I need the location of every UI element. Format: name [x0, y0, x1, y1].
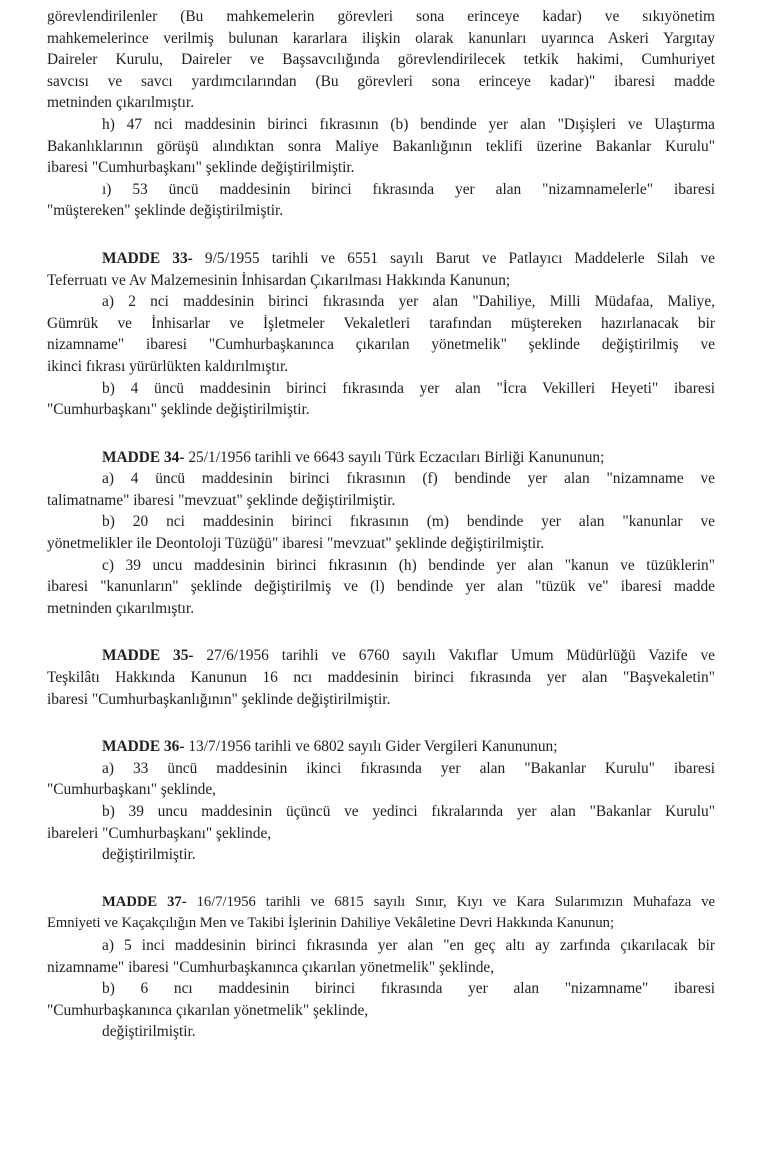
text-line: [47, 736, 715, 758]
text-line: ibaresi "kanunların" şeklinde değiştirilmiş ve (l) bendinde yer alan "tüzük ve" ibaresi madde: [47, 578, 715, 596]
text-line: değiştirilmiştir.: [102, 846, 196, 864]
text-line: a) 5 inci maddesinin birinci fıkrasında yer alan "en geç altı ay zarfında çıkarılacak bir: [102, 936, 715, 954]
text-line: Gümrük ve İnhisarlar ve İşletmeler Vekaletleri tarafından müştereken hazırlanacak bir: [47, 314, 715, 332]
text-line: yönetmelikler ile Deontoloji Tüzüğü" ibaresi "mevzuat" şeklinde değiştirilmiştir.: [47, 535, 545, 553]
text-line: Emniyeti ve Kaçakçılığın Men ve Takibi İşlerinin Dahiliye Vekâletine Devri Hakkında Kanunun;: [47, 915, 615, 932]
madde-heading: MADDE 35-: [102, 647, 194, 665]
madde-text: 25/1/1956 tarihli ve 6643 sayılı Türk Eczacıları Birliği Kanununun;: [184, 448, 605, 466]
text-line: "Cumhurbaşkanı" şeklinde değiştirilmiştir.: [47, 401, 310, 419]
madde-35: [47, 645, 715, 710]
text-line: a) 33 üncü maddesinin ikinci fıkrasında yer alan "Bakanlar Kurulu" ibaresi: [102, 759, 715, 777]
text-line: "müştereken" şeklinde değiştirilmiştir.: [47, 202, 284, 220]
text-line: b) 4 üncü maddesinin birinci fıkrasında yer alan "İcra Vekilleri Heyeti" ibaresi: [102, 379, 715, 397]
madde-37: [47, 892, 715, 935]
madde-37-closing: [47, 1021, 715, 1043]
text-line: h) 47 nci maddesinin birinci fıkrasının (b) bendinde yer alan "Dışişleri ve Ulaştırma: [102, 115, 715, 133]
madde-33: [47, 248, 715, 291]
text-line: ikinci fıkrası yürürlükten kaldırılmıştır.: [47, 357, 289, 375]
madde-36-closing: [47, 844, 715, 866]
text-line: c) 39 uncu maddesinin birinci fıkrasının (h) bendinde yer alan "kanun ve tüzüklerin": [102, 556, 715, 574]
text-line: "Cumhurbaşkanı" şeklinde,: [47, 781, 217, 799]
text-line: Daireler Kurulu, Daireler ve Başsavcılığında görevlendirilecek tetkik hakimi, Cumhuriyet: [47, 51, 715, 69]
madde-34: [47, 447, 715, 469]
text-line: ibaresi "Cumhurbaşkanlığının" şeklinde değiştirilmiştir.: [47, 690, 391, 708]
madde-text: 9/5/1955 tarihli ve 6551 sayılı Barut ve Patlayıcı Maddelerle Silah ve: [192, 249, 716, 267]
text-line: [47, 645, 715, 667]
madde-34-item-a: [47, 468, 715, 511]
text-line: Bakanlıklarının görüşü alındıktan sonra Maliye Bakanlığının teklifi üzerine Bakanlar Kurulu": [47, 137, 715, 155]
madde-heading: MADDE 33-: [102, 249, 193, 267]
madde-heading: MADDE 37-: [102, 893, 187, 910]
text-line: metninden çıkarılmıştır.: [47, 599, 195, 617]
text-line: Teferruatı ve Av Malzemesinin İnhisardan Çıkarılması Hakkında Kanunun;: [47, 271, 511, 289]
madde-36-item-a: [47, 758, 715, 801]
madde-heading: MADDE 34-: [102, 448, 185, 466]
text-line: ibaresi "Cumhurbaşkanı" şeklinde değiştirilmiştir.: [47, 159, 355, 177]
madde-text: 27/6/1956 tarihli ve 6760 sayılı Vakıflar Umum Müdürlüğü Vazife ve: [193, 647, 715, 665]
madde-text: 16/7/1956 tarihli ve 6815 sayılı Sınır, Kıyı ve Kara Sularımızın Muhafaza ve: [186, 893, 715, 910]
madde-36-item-b: [47, 801, 715, 844]
text-line: [47, 248, 715, 270]
item-i: [47, 179, 715, 222]
madde-text: 13/7/1956 tarihli ve 6802 sayılı Gider Vergileri Kanununun;: [184, 738, 558, 756]
text-line: "Cumhurbaşkanınca çıkarılan yönetmelik" şeklinde,: [47, 1001, 369, 1019]
text-line: ı) 53 üncü maddesinin birinci fıkrasında yer alan "nizamnamelerle" ibaresi: [102, 180, 715, 198]
text-line: b) 39 uncu maddesinin üçüncü ve yedinci fıkralarında yer alan "Bakanlar Kurulu": [102, 803, 715, 820]
madde-37-item-b: [47, 978, 715, 1021]
text-line: metninden çıkarılmıştır.: [47, 94, 195, 112]
text-line: [47, 892, 715, 914]
madde-37-item-a: [47, 935, 715, 978]
text-line: mahkemelerince verilmiş bulunan kararlara ilişkin olarak kanunları uyarınca Askeri Yargıtay: [47, 29, 715, 47]
text-line: a) 2 nci maddesinin birinci fıkrasında yer alan "Dahiliye, Milli Müdafaa, Maliye,: [102, 293, 715, 311]
item-h: [47, 114, 715, 179]
text-line: a) 4 üncü maddesinin birinci fıkrasının (f) bendinde yer alan "nizamname ve: [102, 470, 715, 488]
text-line: b) 6 ncı maddesinin birinci fıkrasında yer alan "nizamname" ibaresi: [102, 980, 715, 998]
text-line: Teşkilâtı Hakkında Kanunun 16 ncı maddesinin birinci fıkrasında yer alan "Başvekaletin": [47, 669, 715, 687]
text-line: değiştirilmiştir.: [102, 1023, 196, 1041]
text-line: görevlendirilenler (Bu mahkemelerin görevleri sona erinceye kadar) ve sıkıyönetim: [47, 8, 715, 25]
madde-34-item-c: [47, 555, 715, 620]
text-line: savcısı ve savcı yardımcılarından (Bu görevleri sona erinceye kadar)" ibaresi madde: [47, 72, 715, 90]
text-line: b) 20 nci maddesinin birinci fıkrasının (m) bendinde yer alan "kanunlar ve: [102, 513, 715, 531]
text-line: nizamname" ibaresi "Cumhurbaşkanınca çıkarılan yönetmelik" şeklinde,: [47, 958, 495, 976]
text-line: ibareleri "Cumhurbaşkanı" şeklinde,: [47, 824, 272, 842]
madde-36: [47, 736, 715, 758]
madde-34-item-b: [47, 511, 715, 554]
madde-33-item-b: [47, 378, 715, 421]
text-line: talimatname" ibaresi "mevzuat" şeklinde değiştirilmiştir.: [47, 491, 396, 509]
madde-33-item-a: [47, 291, 715, 377]
madde-heading: MADDE 36-: [102, 738, 185, 756]
intro-paragraph: [47, 6, 715, 114]
text-line: [47, 447, 715, 469]
text-line: nizamname" ibaresi "Cumhurbaşkanınca çıkarılan yönetmelik" şeklinde değiştirilmiş ve: [47, 336, 715, 354]
document-page: [47, 6, 715, 1043]
